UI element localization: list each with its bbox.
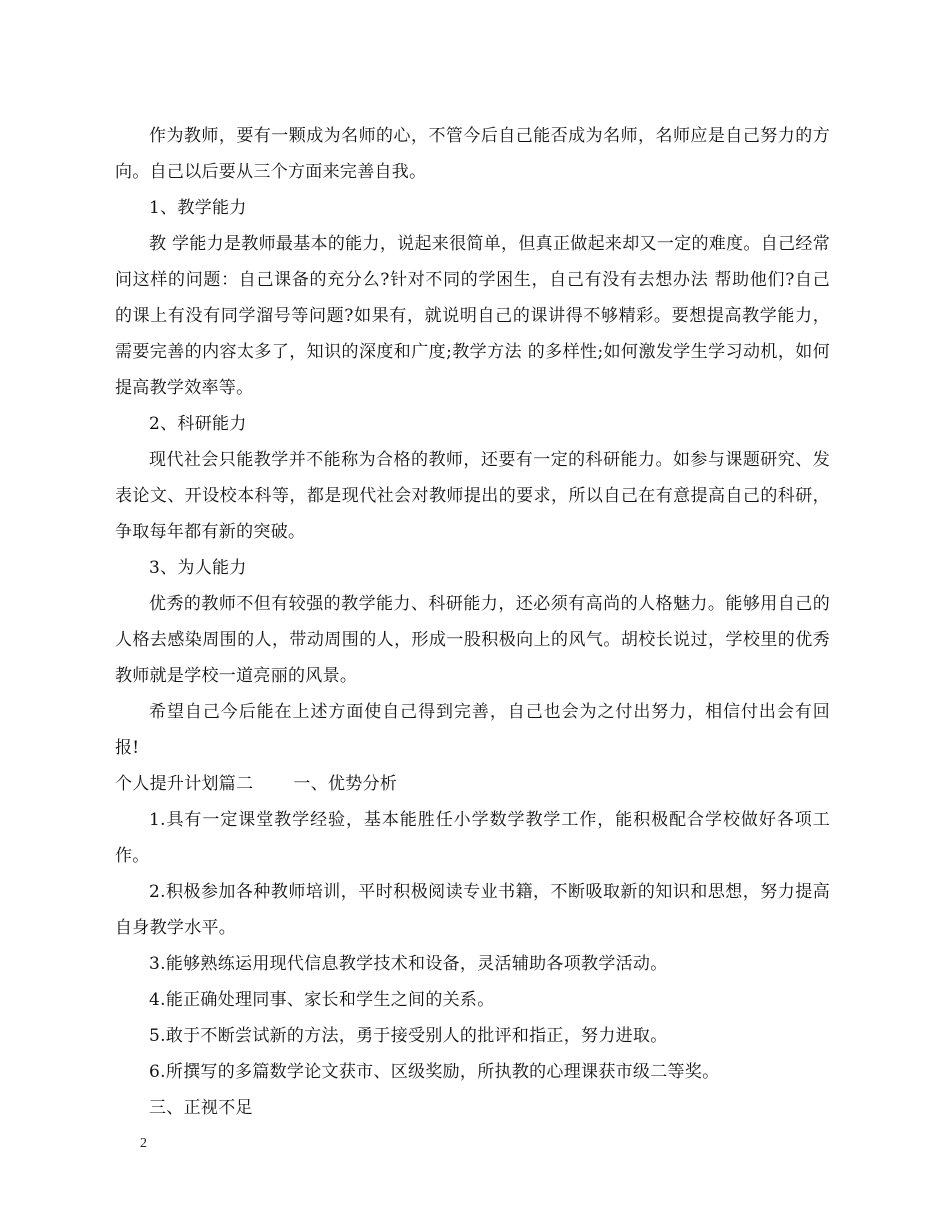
closing-heading: 三、正视不足 (149, 1098, 253, 1118)
heading-personal-ability: 3、为人能力 (149, 558, 247, 578)
paragraph-personal-ability: 优秀的教师不但有较强的教学能力、科研能力，还必须有高尚的人格魅力。能够用自己的人格去感染周围的人，带动周围的人，形成一股积极向上的风气。胡校长说过，学校里的优秀教师就是学校一道亮丽的风景。 (115, 594, 830, 686)
document-body (115, 118, 830, 1126)
paragraph-intro: 作为教师，要有一颗成为名师的心，不管今后自己能否成为名师，名师应是自己努力的方向。自己以后要从三个方面来完善自我。 (115, 126, 830, 182)
page-number: 2 (140, 1136, 147, 1151)
list-item: 2.积极参加各种教师培训，平时积极阅读专业书籍，不断吸取新的知识和思想，努力提高自身教学水平。 (115, 882, 830, 938)
heading-research-ability: 2、科研能力 (149, 414, 247, 434)
paragraph-hope: 希望自己今后能在上述方面使自己得到完善，自己也会为之付出努力，相信付出会有回报! (115, 702, 830, 758)
section-title: 个人提升计划篇二 (115, 774, 254, 794)
paragraph-teaching-ability: 教 学能力是教师最基本的能力，说起来很简单，但真正做起来却又一定的难度。自己经常问这样的问题：自己课备的充分么?针对不同的学困生，自己有没有去想办法 帮助他们?自己的课上有没有同学溜号等问题?如果有，就说明自己的课讲得不够精彩。要想提高教学能力，需要完善的内容太多了，知识的深度和广度;教学方法 的多样性;如何激发学生学习动机，如何提高教学效率等。 (115, 234, 830, 398)
section-subtitle: 一、优势分析 (293, 774, 398, 794)
list-item: 3.能够熟练运用现代信息教学技术和设备，灵活辅助各项教学活动。 (149, 954, 668, 974)
list-item: 4.能正确处理同事、家长和学生之间的关系。 (149, 990, 495, 1010)
heading-teaching-ability: 1、教学能力 (149, 198, 247, 218)
list-item: 5.敢于不断尝试新的方法，勇于接受别人的批评和指正，努力进取。 (149, 1026, 668, 1046)
section-heading (115, 766, 830, 802)
list-item: 6.所撰写的多篇数学论文获市、区级奖励，所执教的心理课获市级二等奖。 (149, 1062, 720, 1082)
paragraph-research-ability: 现代社会只能教学并不能称为合格的教师，还要有一定的科研能力。如参与课题研究、发表论文、开设校本科等，都是现代社会对教师提出的要求，所以自己在有意提高自己的科研，争取每年都有新的突破。 (115, 450, 830, 542)
list-item: 1.具有一定课堂教学经验，基本能胜任小学数学教学工作，能积极配合学校做好各项工作。 (115, 810, 830, 866)
